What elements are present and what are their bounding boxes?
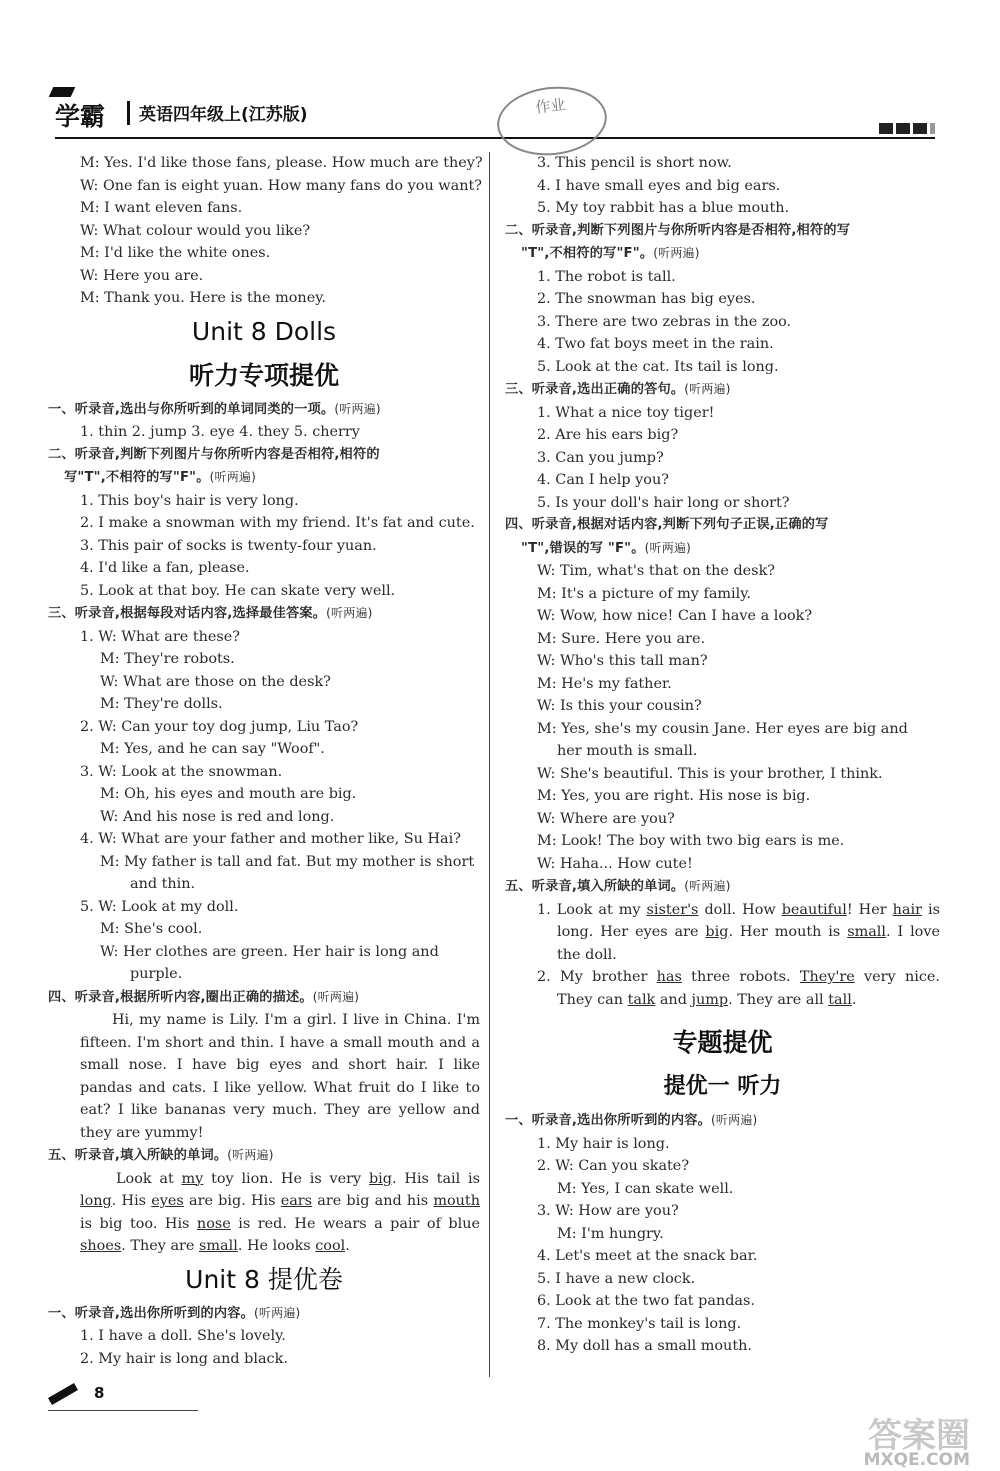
dialogue-line: W: Who's this tall man? [537, 653, 708, 669]
book-title: 英语四年级上(江苏版) [139, 105, 308, 125]
question-heading: 二、听录音,判断下列图片与你所听内容是否相符,相符的 [48, 446, 380, 462]
question-item: 6. Look at the two fat pandas. [537, 1293, 755, 1309]
fill-blank-paragraph [48, 1168, 480, 1258]
word-options: 1. thin 2. jump 3. eye 4. they 5. cherry [80, 424, 360, 440]
question-items [505, 402, 940, 515]
filled-blank: beautiful [781, 901, 847, 918]
filled-blank: small [847, 924, 887, 940]
dialogue-line: M: They're robots. [100, 651, 235, 667]
page-header [55, 95, 935, 140]
text-run: Look at [116, 1170, 182, 1187]
question-item: 4. Let's meet at the snack bar. [537, 1248, 758, 1264]
header-rule [55, 137, 935, 139]
question-item: 1. What a nice toy tiger! [537, 404, 715, 421]
text-run: . They are [121, 1238, 200, 1254]
question-item: 3. This pencil is short now. [537, 155, 732, 171]
question-item: 2. W: Can you skate? [537, 1158, 690, 1174]
filled-blank: small [199, 1238, 238, 1254]
question-item: 4. Can I help you? [537, 472, 669, 488]
dialogue-line: M: It's a picture of my family. [537, 585, 752, 602]
filled-blank: hair [892, 901, 922, 918]
question-item: 5. Is your doll's hair long or short? [537, 494, 790, 511]
dialogue-line: M: She's cool. [100, 921, 203, 937]
filled-blank: talk [627, 991, 656, 1008]
text-run: 1. Look at my [537, 901, 647, 918]
question-item: 1. I have a doll. She's lovely. [80, 1328, 286, 1344]
text-run: is red. He wears a pair of blue [230, 1215, 480, 1232]
text-run: very nice. They can [557, 969, 940, 1008]
dialogue-line: W: She's beautiful. This is your brother, I think. [537, 765, 883, 782]
left-column [48, 152, 483, 1370]
unit-title: Unit 8 Dolls [191, 316, 337, 346]
sub-title: 提优一 听力 [663, 1074, 782, 1099]
dialogue-line: M: Sure. Here you are. [537, 630, 706, 647]
question-items [505, 152, 940, 220]
pencil-icon [48, 1383, 78, 1405]
question-heading: 一、听录音,选出你所听到的内容。(听两遍) [505, 1113, 758, 1128]
dialogue-line: W: One fan is eight yuan. How many fans do you want? [80, 177, 482, 194]
dialogue-line: M: Yes, you are right. His nose is big. [537, 788, 811, 804]
question-items [48, 490, 480, 603]
filled-blank: big [705, 924, 729, 940]
question-item: 4. I have small eyes and big ears. [537, 177, 781, 194]
page-number: 8 [94, 1384, 105, 1402]
text-run: . I love the doll. [557, 924, 940, 963]
dialogue-line: W: Is this your cousin? [537, 698, 702, 714]
question-heading: 五、听录音,填入所缺的单词。(听两遍) [48, 1148, 274, 1163]
filled-blank: cool [315, 1238, 346, 1254]
header-blocks-icon [876, 119, 935, 138]
right-column [505, 152, 940, 1358]
text-run: is big too. His [80, 1215, 197, 1232]
question-item: 8. My doll has a small mouth. [537, 1338, 752, 1354]
filled-blank: shoes [80, 1238, 122, 1254]
homework-stamp [494, 81, 611, 160]
dialogue-continued [48, 152, 483, 310]
section-title: 听力专项提优 [188, 360, 339, 390]
filled-blank: sister's [646, 901, 699, 918]
text-run: three robots. [681, 969, 800, 985]
dialogue-line: W: And his nose is red and long. [100, 808, 335, 825]
question-item: 3. This pair of socks is twenty-four yuan. [80, 537, 377, 554]
text-run: are big. His [183, 1193, 281, 1209]
filled-blank: big [368, 1170, 392, 1187]
question-item: 1. The robot is tall. [537, 268, 676, 285]
filled-blank: They're [799, 969, 855, 985]
question-heading-cont: 写"T",不相符的写"F"。(听两遍) [64, 470, 256, 485]
question-items [505, 1133, 940, 1358]
text-run: are big and his [312, 1193, 434, 1209]
dialogue-line: 5. W: Look at my doll. [80, 898, 239, 915]
question-heading: 二、听录音,判断下列图片与你所听内容是否相符,相符的写 [505, 222, 851, 238]
dialogue-line: M: Look! The boy with two big ears is me. [537, 833, 845, 849]
question-heading: 一、听录音,选出你所听到的内容。(听两遍) [48, 1305, 301, 1321]
text-run: . Her mouth is [728, 924, 848, 940]
dialogue-line: 2. W: Can your toy dog jump, Liu Tao? [80, 718, 359, 735]
text-run: toy lion. He is very [203, 1170, 369, 1187]
question-item: 5. Look at that boy. He can skate very well. [80, 582, 396, 599]
dialogue-line: her mouth is small. [557, 743, 698, 759]
paper-title: Unit 8 提优卷 [185, 1264, 343, 1294]
filled-blank: long [80, 1193, 112, 1209]
header-separator [127, 101, 130, 125]
question-item: 1. This boy's hair is very long. [80, 492, 299, 509]
brand-logo [55, 97, 105, 133]
dialogue-line: M: Yes, and he can say "Woof". [100, 741, 325, 757]
footer-rule [48, 1410, 198, 1411]
dialogue-line: W: Here you are. [80, 267, 204, 284]
dialogue-lines [505, 560, 940, 875]
stamp-text: 作业 [534, 95, 567, 117]
reading-paragraph: Hi, my name is Lily. I'm a girl. I live in China. I'm fifteen. I'm short and thin. I have a small mouth and a small nose. I have big eyes and short hair. I like pandas and cats. I like yellow. What fruit do I like to eat? I like bananas very much. They are yellow and they are yummy! [80, 1012, 480, 1141]
dialogue-line: W: Haha... How cute! [537, 855, 693, 872]
graduation-cap-icon [49, 87, 76, 97]
text-run: . They are all [728, 991, 829, 1008]
text-run: . [345, 1238, 350, 1254]
dialogue-line: W: Where are you? [537, 810, 675, 827]
question-item: 2. My hair is long and black. [80, 1350, 288, 1367]
dialogue-line: and thin. [130, 876, 196, 892]
dialogue-line: M: I'd like the white ones. [80, 245, 271, 261]
question-item: 7. The monkey's tail is long. [537, 1315, 742, 1332]
question-item: 5. My toy rabbit has a blue mouth. [537, 200, 790, 216]
question-heading: 一、听录音,选出与你所听到的单词同类的一项。(听两遍) [48, 401, 381, 417]
dialogue-line: W: What are those on the desk? [100, 673, 331, 690]
text-run: ! Her [846, 901, 893, 918]
dialogue-line: W: Wow, how nice! Can I have a look? [537, 608, 813, 624]
question-heading: 三、听录音,根据每段对话内容,选择最佳答案。(听两遍) [48, 606, 373, 621]
page-footer [48, 1380, 148, 1410]
text-run: . He looks [237, 1238, 316, 1254]
dialogue-line: 3. W: Look at the snowman. [80, 763, 283, 780]
dialogue-line: W: Tim, what's that on the desk? [537, 563, 776, 579]
question-item: 3. Can you jump? [537, 449, 664, 466]
filled-blank: mouth [433, 1193, 480, 1209]
dialogue-line: purple. [130, 966, 183, 982]
watermark-url: MXQE.COM [863, 1450, 970, 1470]
question-item: 1. My hair is long. [537, 1135, 670, 1152]
fill-blank-item [505, 899, 940, 967]
filled-blank: ears [280, 1193, 313, 1209]
text-run: . His tail is [392, 1170, 480, 1187]
text-run: . [851, 991, 857, 1008]
column-divider [489, 152, 490, 1377]
dialogue-line: M: They're dolls. [100, 696, 223, 712]
dialogue-line: M: Yes. I'd like those fans, please. How much are they? [80, 155, 483, 171]
filled-blank: tall [828, 991, 852, 1008]
question-heading: 四、听录音,根据所听内容,圈出正确的描述。(听两遍) [48, 989, 360, 1005]
question-item: 5. I have a new clock. [537, 1270, 696, 1287]
dialogue-line: M: Oh, his eyes and mouth are big. [100, 786, 357, 802]
question-item: 2. Are his ears big? [537, 427, 679, 443]
text-run: and [655, 991, 692, 1008]
text-run: . His [111, 1193, 152, 1209]
question-heading-cont: "T",不相符的写"F"。(听两遍) [521, 246, 700, 261]
question-items [48, 626, 480, 986]
filled-blank: my [181, 1170, 204, 1187]
dialogue-line: M: Yes, she's my cousin Jane. Her eyes are big and [537, 720, 908, 737]
question-item: 4. I'd like a fan, please. [80, 560, 250, 576]
dialogue-line: M: My father is tall and fat. But my mother is short [100, 853, 475, 870]
question-items [48, 1325, 480, 1370]
filled-blank: has [656, 969, 682, 985]
question-item: 2. I make a snowman with my friend. It's fat and cute. [80, 515, 475, 531]
question-heading: 五、听录音,填入所缺的单词。(听两遍) [505, 879, 731, 894]
text-run: doll. How [698, 901, 782, 918]
question-item: 3. W: How are you? [537, 1203, 679, 1219]
brand-text: 学霸 [55, 102, 106, 131]
question-heading-cont: "T",错误的写 "F"。(听两遍) [521, 540, 691, 556]
watermark-logo: 答案圈 [868, 1416, 970, 1456]
filled-blank: eyes [151, 1193, 184, 1209]
topic-title: 专题提优 [672, 1028, 773, 1057]
dialogue-line: 1. W: What are these? [80, 628, 240, 645]
question-item: M: Yes, I can skate well. [557, 1180, 734, 1197]
question-item: M: I'm hungry. [557, 1225, 664, 1242]
text-run: is long. Her eyes are [557, 901, 940, 940]
dialogue-line: M: I want eleven fans. [80, 200, 243, 216]
filled-blank: nose [196, 1215, 231, 1232]
question-heading: 四、听录音,根据对话内容,判断下列句子正误,正确的写 [505, 517, 829, 532]
text-run: 2. My brother [537, 969, 657, 985]
dialogue-line: M: He's my father. [537, 675, 672, 692]
question-item: 2. The snowman has big eyes. [537, 291, 756, 307]
question-items [505, 266, 940, 379]
dialogue-line: 4. W: What are your father and mother like, Su Hai? [80, 831, 461, 847]
fill-blank-item [505, 966, 940, 1011]
question-item: 5. Look at the cat. Its tail is long. [537, 358, 779, 375]
dialogue-line: W: What colour would you like? [80, 222, 311, 239]
question-item: 4. Two fat boys meet in the rain. [537, 336, 774, 352]
question-heading: 三、听录音,选出正确的答句。(听两遍) [505, 382, 731, 397]
dialogue-line: M: Thank you. Here is the money. [80, 290, 327, 306]
filled-blank: jump [691, 991, 729, 1008]
dialogue-line: W: Her clothes are green. Her hair is long and [100, 943, 439, 960]
question-item: 3. There are two zebras in the zoo. [537, 313, 792, 330]
